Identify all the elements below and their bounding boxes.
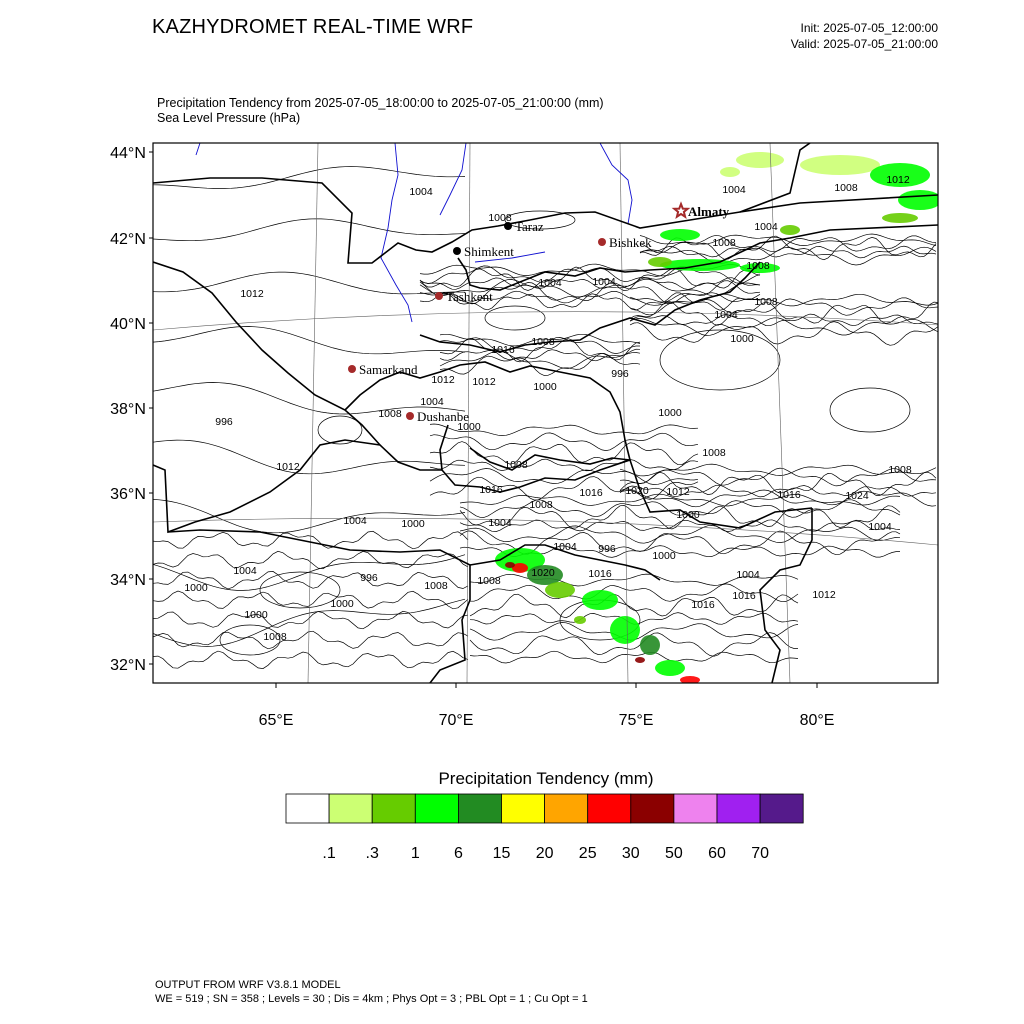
pressure-label: 1016 (691, 599, 715, 611)
pressure-label: 1004 (420, 396, 444, 408)
legend-swatch (717, 794, 760, 823)
legend-tick: 60 (708, 845, 726, 862)
city-label: Bishkek (609, 235, 652, 250)
model-info-line1: OUTPUT FROM WRF V3.8.1 MODEL (155, 979, 341, 991)
city-dot-marker (435, 292, 443, 300)
precip-patch (610, 616, 640, 644)
pressure-label: 1008 (746, 260, 770, 272)
pressure-label: 1008 (378, 408, 402, 420)
pressure-label: 1000 (457, 421, 481, 433)
lon-label: 75°E (618, 712, 654, 729)
pressure-label: 1012 (666, 486, 690, 498)
city-label: Dushanbe (417, 409, 469, 424)
pressure-label: 1004 (736, 569, 760, 581)
legend-swatch (458, 794, 501, 823)
field-subtitle-precip: Precipitation Tendency from 2025-07-05_18:00:00 to 2025-07-05_21:00:00 (mm) (157, 96, 604, 110)
legend-tick: 70 (751, 845, 769, 862)
precip-patch (898, 190, 942, 210)
precip-patch (640, 635, 660, 655)
pressure-label: 1008 (834, 182, 858, 194)
legend-tick: 15 (492, 845, 511, 862)
pressure-label: 1008 (712, 237, 736, 249)
lat-label: 34°N (110, 572, 146, 589)
pressure-label: 1000 (658, 407, 682, 419)
pressure-label: 1000 (533, 381, 557, 393)
pressure-label: 1020 (531, 567, 555, 579)
pressure-label: 996 (360, 572, 378, 584)
lat-label: 38°N (110, 401, 146, 418)
pressure-label: 1008 (424, 580, 448, 592)
field-subtitle-pressure: Sea Level Pressure (hPa) (157, 111, 301, 125)
lat-label: 44°N (110, 145, 146, 162)
pressure-label: 1004 (538, 277, 562, 289)
lon-label: 65°E (258, 712, 294, 729)
city-label: Tashkent (446, 289, 493, 304)
map-plot-area (153, 143, 942, 684)
legend-swatch (631, 794, 674, 823)
pressure-label: 1000 (330, 598, 354, 610)
pressure-label: 996 (215, 416, 233, 428)
city-dot-marker (453, 247, 461, 255)
pressure-label: 1004 (233, 565, 257, 577)
valid-time: Valid: 2025-07-05_21:00:00 (790, 37, 938, 51)
pressure-label: 996 (598, 543, 616, 555)
precip-patch (882, 213, 918, 223)
precip-patch (545, 582, 575, 598)
pressure-label: 1016 (479, 484, 503, 496)
pressure-label: 1012 (276, 461, 300, 473)
pressure-label: 1016 (588, 568, 612, 580)
pressure-label: 1012 (240, 288, 264, 300)
precip-patch (582, 590, 618, 610)
precip-patch (655, 660, 685, 676)
legend-tick-labels (322, 845, 769, 862)
legend-tick: .1 (322, 845, 336, 862)
lat-label: 40°N (110, 316, 146, 333)
legend-tick: .3 (365, 845, 379, 862)
legend-tick: 20 (535, 845, 554, 862)
pressure-label: 1004 (722, 184, 746, 196)
pressure-label: 1000 (652, 550, 676, 562)
pressure-label: 996 (611, 368, 629, 380)
lat-label: 42°N (110, 231, 146, 248)
legend-title: Precipitation Tendency (mm) (438, 769, 654, 788)
pressure-label: 1008 (504, 459, 528, 471)
pressure-label: 1016 (732, 590, 756, 602)
pressure-label: 1004 (754, 221, 778, 233)
pressure-label: 1016 (491, 344, 515, 356)
lon-label: 80°E (799, 712, 835, 729)
pressure-label: 1000 (184, 582, 208, 594)
pressure-label: 1000 (730, 333, 754, 345)
legend-swatch (674, 794, 717, 823)
pressure-label: 1012 (431, 374, 455, 386)
pressure-label: 1008 (702, 447, 726, 459)
precip-patch (736, 152, 784, 168)
legend-tick: 30 (621, 845, 640, 862)
city-label: Almaty (688, 204, 730, 219)
legend-swatch (588, 794, 631, 823)
city-label: Samarkand (359, 362, 418, 377)
pressure-label: 1004 (409, 186, 433, 198)
legend-swatch (372, 794, 415, 823)
precip-patch (720, 167, 740, 177)
pressure-label: 1004 (343, 515, 367, 527)
pressure-label: 1008 (888, 464, 912, 476)
precip-patch (648, 257, 672, 267)
pressure-label: 1004 (488, 517, 512, 529)
lat-label: 32°N (110, 657, 146, 674)
legend-tick: 1 (410, 845, 420, 862)
pressure-label: 1012 (886, 174, 910, 186)
init-time: Init: 2025-07-05_12:00:00 (800, 21, 938, 35)
pressure-label: 1008 (477, 575, 501, 587)
pressure-label: 1008 (263, 631, 287, 643)
precip-patch (635, 657, 645, 663)
legend-tick: 50 (665, 845, 683, 862)
precip-patch (780, 225, 800, 235)
lon-label: 70°E (438, 712, 474, 729)
precip-patch (660, 229, 700, 241)
pressure-label: 1000 (401, 518, 425, 530)
pressure-label: 1008 (488, 212, 512, 224)
map-title: KAZHYDROMET REAL-TIME WRF (152, 16, 474, 38)
city-label: Shimkent (464, 244, 514, 259)
precip-patch (574, 616, 586, 624)
pressure-label: 1008 (531, 336, 555, 348)
pressure-label: 1012 (472, 376, 496, 388)
pressure-label: 1012 (812, 589, 836, 601)
pressure-label: 1016 (777, 489, 801, 501)
legend-tick: 6 (453, 845, 463, 862)
pressure-label: 1008 (754, 296, 778, 308)
pressure-label: 1004 (592, 276, 616, 288)
precip-patch (800, 155, 880, 175)
city-label: Taraz (515, 219, 544, 234)
city-dot-marker (406, 412, 414, 420)
legend-tick: 25 (578, 845, 597, 862)
pressure-label: 1000 (244, 609, 268, 621)
legend-swatch (502, 794, 545, 823)
pressure-label: 1004 (553, 541, 577, 553)
pressure-label: 1000 (676, 509, 700, 521)
pressure-label: 1020 (625, 485, 649, 497)
city-dot-marker (348, 365, 356, 373)
precip-patch (505, 562, 515, 568)
legend-swatch (415, 794, 458, 823)
model-info-line2: WE = 519 ; SN = 358 ; Levels = 30 ; Dis = 4km ; Phys Opt = 3 ; PBL Opt = 1 ; Cu Opt = 1 (155, 993, 588, 1005)
city-dot-marker (598, 238, 606, 246)
legend-swatch (545, 794, 588, 823)
pressure-label: 1024 (845, 490, 869, 502)
legend-swatch (329, 794, 372, 823)
legend-swatch (760, 794, 803, 823)
legend-swatch (286, 794, 329, 823)
pressure-label: 1004 (714, 309, 738, 321)
pressure-label: 1016 (579, 487, 603, 499)
pressure-label: 1004 (868, 521, 892, 533)
lat-label: 36°N (110, 486, 146, 503)
legend-colorbar (286, 794, 803, 823)
pressure-label: 1008 (529, 499, 553, 511)
